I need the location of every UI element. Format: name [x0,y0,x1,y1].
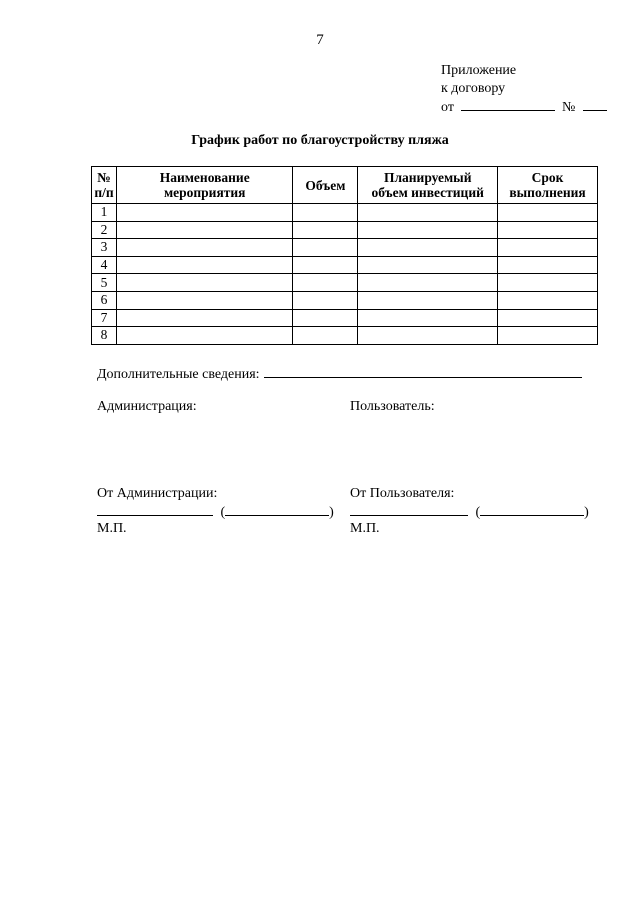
from-user-label: От Пользователя: [350,486,455,501]
cell-volume[interactable] [293,291,358,309]
works-schedule-table [91,166,598,345]
cell-volume[interactable] [293,327,358,345]
table-row [92,256,598,274]
user-signature-line: ( ) [350,503,589,521]
cell-term[interactable] [498,239,598,257]
cell-term[interactable] [498,221,598,239]
user-name-blank[interactable] [480,503,584,516]
cell-investment[interactable] [358,221,498,239]
cell-name[interactable] [116,309,293,327]
cell-investment[interactable] [358,309,498,327]
cell-investment[interactable] [358,291,498,309]
cell-investment[interactable] [358,256,498,274]
cell-investment[interactable] [358,327,498,345]
admin-signature-blank[interactable] [97,503,213,516]
table-row [92,327,598,345]
cell-term[interactable] [498,204,598,222]
user-stamp-label: М.П. [350,521,380,536]
header-number: № п/п [92,167,117,204]
number-blank [583,98,607,111]
additional-info-blank[interactable] [264,365,582,378]
additional-info-label: Дополнительные сведения: [97,367,260,382]
header-event-name: Наименование мероприятия [116,167,293,204]
row-number: 5 [92,274,117,292]
table-row [92,204,598,222]
cell-name[interactable] [116,204,293,222]
table-header-row [92,167,598,204]
admin-signature-line: ( ) [97,503,334,521]
header-investment: Планируемый объем инвестиций [358,167,498,204]
admin-label: Администрация: [97,399,197,414]
cell-name[interactable] [116,256,293,274]
cell-term[interactable] [498,256,598,274]
cell-term[interactable] [498,291,598,309]
from-admin-label: От Администрации: [97,486,218,501]
cell-name[interactable] [116,327,293,345]
user-signature-blank[interactable] [350,503,468,516]
cell-volume[interactable] [293,256,358,274]
header-term: Срок выполнения [498,167,598,204]
cell-volume[interactable] [293,274,358,292]
admin-name-blank[interactable] [225,503,329,516]
cell-term[interactable] [498,309,598,327]
table-row [92,309,598,327]
row-number: 4 [92,256,117,274]
additional-info [97,365,582,383]
appendix-from-label: от [441,100,454,115]
row-number: 8 [92,327,117,345]
cell-name[interactable] [116,239,293,257]
cell-volume[interactable] [293,239,358,257]
appendix-contract-ref: к договору [441,81,506,96]
row-number: 2 [92,221,117,239]
header-volume: Объем [293,167,358,204]
table-row [92,221,598,239]
cell-volume[interactable] [293,204,358,222]
admin-stamp-label: М.П. [97,521,127,536]
table-row [92,274,598,292]
document-title: График работ по благоустройству пляжа [191,133,449,148]
row-number: 1 [92,204,117,222]
cell-investment[interactable] [358,274,498,292]
cell-investment[interactable] [358,239,498,257]
table-row [92,291,598,309]
appendix-title: Приложение [441,63,517,78]
date-blank [461,98,555,111]
cell-term[interactable] [498,274,598,292]
user-label: Пользователь: [350,399,435,414]
cell-investment[interactable] [358,204,498,222]
cell-volume[interactable] [293,221,358,239]
appendix-number-label: № [561,100,576,115]
cell-name[interactable] [116,274,293,292]
row-number: 6 [92,291,117,309]
cell-name[interactable] [116,291,293,309]
table-row [92,239,598,257]
row-number: 7 [92,309,117,327]
row-number: 3 [92,239,117,257]
cell-term[interactable] [498,327,598,345]
appendix-date-number [441,98,607,117]
page-number: 7 [316,32,324,48]
cell-volume[interactable] [293,309,358,327]
appendix-block [441,62,607,117]
cell-name[interactable] [116,221,293,239]
